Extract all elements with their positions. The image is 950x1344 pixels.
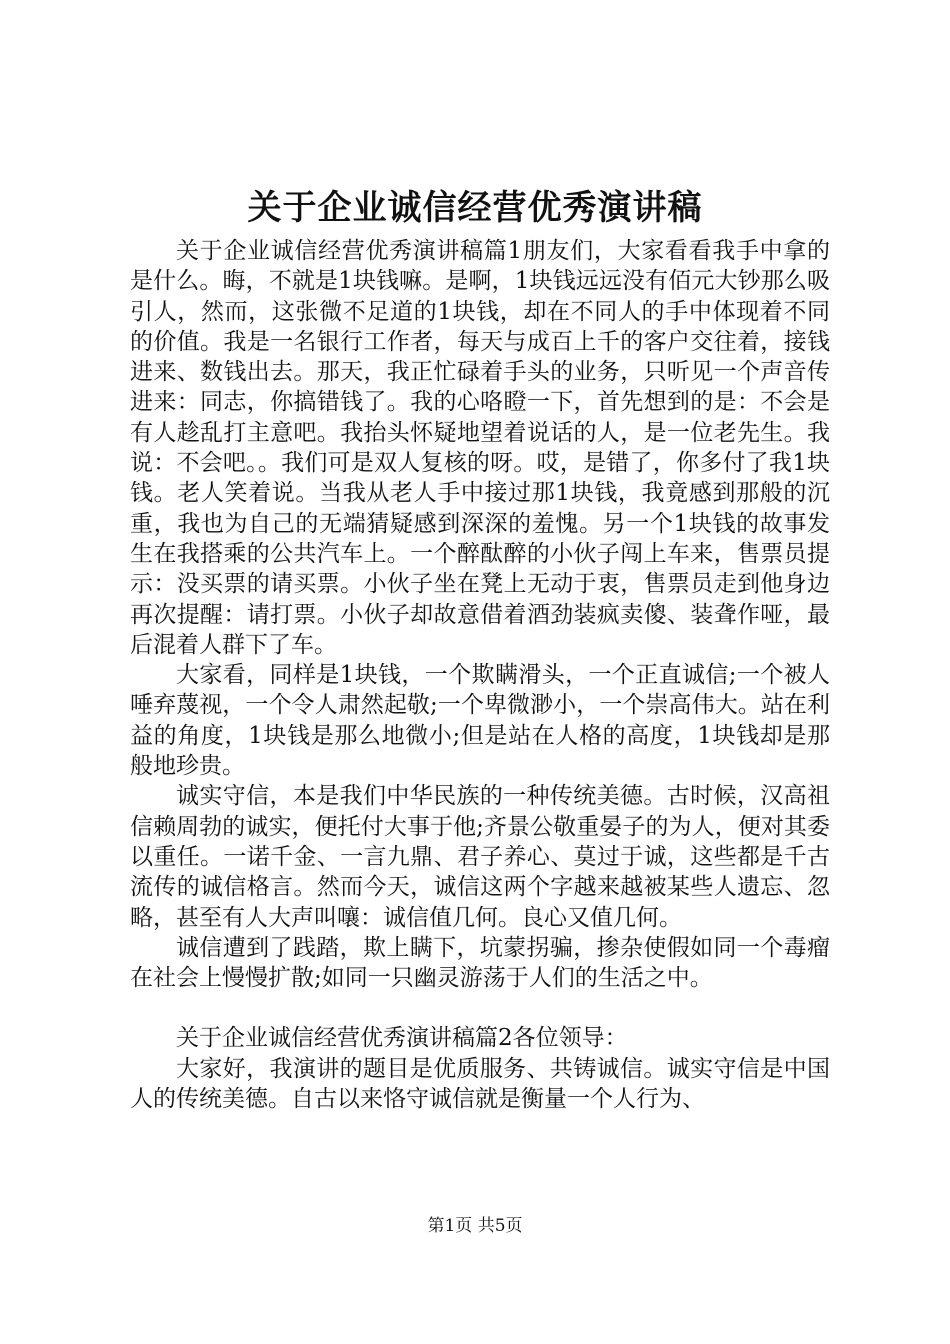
document-body: [130, 236, 830, 1114]
paragraph-4: 诚信遭到了践踏，欺上瞒下，坑蒙拐骗，掺杂使假如同一个毒瘤在社会上慢慢扩散;如同一只幽灵游荡于人们的生活之中。: [130, 934, 830, 992]
document-title: 关于企业诚信经营优秀演讲稿: [247, 188, 703, 228]
paragraph-3: 诚实守信，本是我们中华民族的一种传统美德。古时候，汉高祖信赖周勃的诚实，便托付大事于他;齐景公敬重晏子的为人，便对其委以重任。一诺千金、一言九鼎、君子养心、莫过于诚，这些都是千古流传的诚信格言。然而今天，诚信这两个字越来越被某些人遗忘、忽略，甚至有人大声叫嚷：诚信值几何。良心又值几何。: [130, 783, 830, 931]
section-2-heading: 关于企业诚信经营优秀演讲稿篇2各位领导：: [176, 1025, 628, 1052]
section-spacer: [130, 993, 830, 1023]
page-number: 第1页 共5页: [427, 1216, 523, 1236]
paragraph-1: 关于企业诚信经营优秀演讲稿篇1朋友们，大家看看我手中拿的是什么。晦，不就是1块钱嘛。是啊，1块钱远远没有佰元大钞那么吸引人，然而，这张微不足道的1块钱，却在不同人的手中体现着不同的价值。我是一名银行工作者，每天与成百上千的客户交往着，接钱进来、数钱出去。那天，我正忙碌着手头的业务，只听见一个声音传进来：同志，你搞错钱了。我的心咯瞪一下，首先想到的是：不会是有人趁乱打主意吧。我抬头怀疑地望着说话的人，是一位老先生。我说：不会吧。。我们可是双人复核的呀。哎，是错了，你多付了我1块钱。老人笑着说。当我从老人手中接过那1块钱，我竟感到那般的沉重，我也为自己的无端猜疑感到深深的羞愧。另一个1块钱的故事发生在我搭乘的公共汽车上。一个醉酞醉的小伙子闯上车来，售票员提示：没买票的请买票。小伙子坐在凳上无动于衷，售票员走到他身边再次提醒：请打票。小伙子却故意借着酒劲装疯卖傻、装聋作哑，最后混着人群下了车。: [130, 238, 830, 658]
paragraph-2: 大家看，同样是1块钱，一个欺瞒滑头，一个正直诚信;一个被人唾弃蔑视，一个令人肃然起敬;一个卑微渺小，一个崇高伟大。站在利益的角度，1块钱是那么地微小;但是站在人格的高度，1块钱却是那般地珍贵。: [130, 662, 830, 780]
paragraph-5: 大家好，我演讲的题目是优质服务、共铸诚信。诚实守信是中国人的传统美德。自古以来恪守诚信就是衡量一个人行为、: [130, 1055, 830, 1113]
